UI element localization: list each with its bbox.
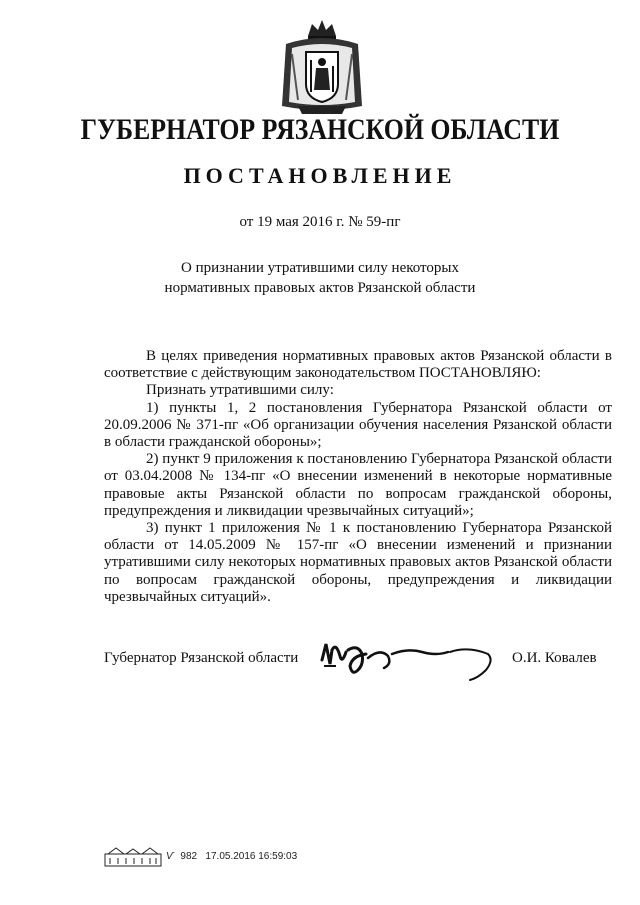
document-body bbox=[104, 348, 612, 606]
registry-timestamp: 17.05.2016 16:59:03 bbox=[205, 851, 298, 862]
subject-line-1: О признании утратившими силу некоторых bbox=[181, 260, 459, 276]
document-date-number: от 19 мая 2016 г. № 59-пг bbox=[239, 214, 401, 230]
body-paragraph-resolution: Признать утратившими силу: bbox=[146, 382, 334, 399]
document-title: ГУБЕРНАТОР РЯЗАНСКОЙ ОБЛАСТИ bbox=[80, 113, 560, 146]
document-type: ПОСТАНОВЛЕНИЕ bbox=[183, 163, 457, 188]
coat-of-arms-icon bbox=[278, 14, 366, 118]
signatory-position: Губернатор Рязанской области bbox=[104, 650, 299, 666]
registry-footer bbox=[166, 850, 297, 864]
body-paragraph-preamble: В целях приведения нормативных правовых актов Рязанской области в соответствие с действующим законодательством ПОСТАНОВЛЯЮ: bbox=[104, 348, 612, 382]
signatory-name: О.И. Ковалев bbox=[512, 650, 597, 666]
registry-stamp-icon bbox=[104, 846, 162, 868]
registry-mark: Ѵ bbox=[166, 851, 174, 862]
document-subject bbox=[0, 258, 640, 298]
body-paragraph-item-1: 1) пункты 1, 2 постановления Губернатора Рязанской области от 20.09.2006 № 371-пг «Об организации обучения населения Рязанской области в области гражданской обороны»; bbox=[104, 399, 612, 451]
handwritten-signature bbox=[318, 630, 496, 682]
body-paragraph-item-3: 3) пункт 1 приложения № 1 к постановлению Губернатора Рязанской области от 14.05.2009 № 157-пг «О внесении изменений и признании утратившими силу некоторых нормативных правовых актов Рязанской области по вопросам гражданской обороны, предупреждения и ликвидации чрезвычайных ситуаций». bbox=[104, 520, 612, 605]
registry-number: 982 bbox=[180, 851, 198, 862]
subject-line-2: нормативных правовых актов Рязанской области bbox=[164, 280, 476, 296]
body-paragraph-item-2: 2) пункт 9 приложения к постановлению Губернатора Рязанской области от 03.04.2008 № 134-пг «О внесении изменений в некоторые нормативные правовые акты Рязанской области по вопросам гражданской обороны, предупреждения и ликвидации чрезвычайных ситуаций»; bbox=[104, 451, 612, 519]
